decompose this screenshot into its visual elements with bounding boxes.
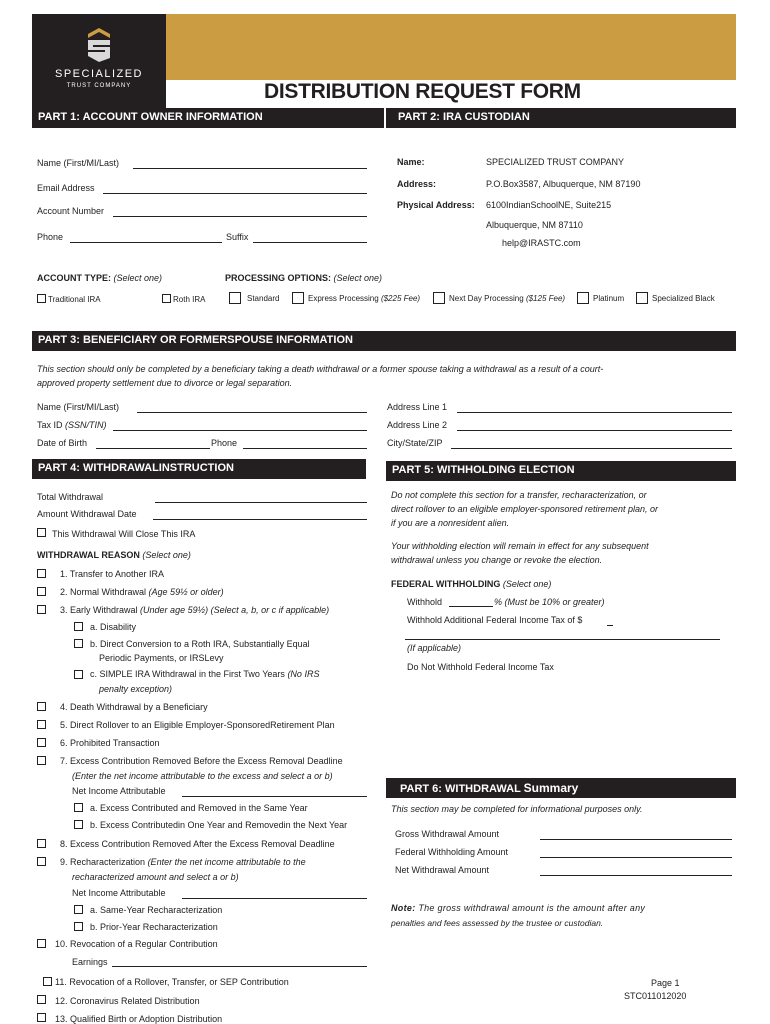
part5-note-line1: Do not complete this section for a transfer, recharacterization, or bbox=[391, 490, 647, 500]
express-label: Express Processing ($225 Fee) bbox=[308, 294, 421, 303]
header-band bbox=[166, 14, 736, 80]
part6-footnote-line2: penalties and fees assessed by the trustee or custodian. bbox=[391, 918, 604, 928]
part3-note-line1: This section should only be completed by a beneficiary taking a death withdrawal or a former spouse taking a withdrawal as a result of a court- bbox=[37, 364, 604, 374]
standard-checkbox[interactable] bbox=[229, 292, 241, 304]
reason-3b-label-line1: b. Direct Conversion to a Roth IRA, Substantially Equal bbox=[90, 639, 310, 649]
reason-9-label: 9. Recharacterization (Enter the net income attributable to the bbox=[60, 857, 306, 867]
reason-7-hint: (Enter the net income attributable to the excess and select a or b) bbox=[72, 771, 333, 781]
form-title: DISTRIBUTION REQUEST FORM bbox=[264, 80, 581, 103]
address-line1-label: Address Line 1 bbox=[387, 402, 448, 412]
express-checkbox[interactable] bbox=[292, 292, 304, 304]
processing-heading: PROCESSING OPTIONS: (Select one) bbox=[225, 273, 383, 283]
close-ira-label: This Withdrawal Will Close This IRA bbox=[52, 529, 196, 539]
logo bbox=[32, 14, 166, 116]
beneficiary-name-label: Name (First/MI/Last) bbox=[37, 402, 120, 412]
reason-3a-checkbox[interactable] bbox=[74, 622, 83, 631]
reason-5-checkbox[interactable] bbox=[37, 720, 46, 729]
reason-10-label: 10. Revocation of a Regular Contribution bbox=[55, 939, 218, 949]
withdrawal-date-field[interactable] bbox=[153, 519, 367, 520]
tax-id-field[interactable] bbox=[113, 430, 367, 431]
custodian-address-label: Address: bbox=[397, 179, 437, 189]
no-withhold-label: Do Not Withhold Federal Income Tax bbox=[407, 662, 554, 672]
custodian-name-value: SPECIALIZED TRUST COMPANY bbox=[486, 157, 625, 167]
part4-header: PART 4: WITHDRAWALINSTRUCTION bbox=[32, 459, 366, 479]
platinum-label: Platinum bbox=[593, 294, 625, 303]
reason-11-label: 11. Revocation of a Rollover, Transfer, or SEP Contribution bbox=[55, 977, 289, 987]
reason-8-label: 8. Excess Contribution Removed After the Excess Removal Deadline bbox=[60, 839, 335, 849]
physical-address-line2: Albuquerque, NM 87110 bbox=[486, 220, 583, 230]
reason-13-checkbox[interactable] bbox=[37, 1013, 46, 1022]
reason-7-net-field[interactable] bbox=[182, 796, 367, 797]
reason-7-net-label: Net Income Attributable bbox=[72, 786, 166, 796]
withdrawal-date-label: Amount Withdrawal Date bbox=[37, 509, 137, 519]
reason-3c-checkbox[interactable] bbox=[74, 670, 83, 679]
federal-amount-field[interactable] bbox=[540, 857, 732, 858]
if-applicable-hint: (If applicable) bbox=[407, 643, 462, 653]
part1-header: PART 1: ACCOUNT OWNER INFORMATION bbox=[32, 108, 384, 128]
address-line1-field[interactable] bbox=[457, 412, 732, 413]
reason-4-label: 4. Death Withdrawal by a Beneficiary bbox=[60, 702, 208, 712]
beneficiary-dob-field[interactable] bbox=[96, 448, 210, 449]
traditional-ira-checkbox[interactable] bbox=[37, 294, 46, 303]
owner-phone-field[interactable] bbox=[70, 242, 222, 243]
account-type-heading: ACCOUNT TYPE: (Select one) bbox=[37, 273, 163, 283]
additional-tax-line[interactable] bbox=[405, 639, 720, 640]
withhold-percent-hint: % (Must be 10% or greater) bbox=[494, 597, 605, 607]
reason-3-checkbox[interactable] bbox=[37, 605, 46, 614]
beneficiary-dob-label: Date of Birth bbox=[37, 438, 88, 448]
total-withdrawal-label: Total Withdrawal bbox=[37, 492, 104, 502]
custodian-name-label: Name: bbox=[397, 157, 425, 167]
page-number: Page 1 bbox=[651, 978, 680, 988]
owner-name-field[interactable] bbox=[133, 168, 367, 169]
address-line2-field[interactable] bbox=[457, 430, 732, 431]
reason-9a-checkbox[interactable] bbox=[74, 905, 83, 914]
reason-4-checkbox[interactable] bbox=[37, 702, 46, 711]
beneficiary-phone-field[interactable] bbox=[243, 448, 367, 449]
owner-phone-label: Phone bbox=[37, 232, 64, 242]
account-number-field[interactable] bbox=[113, 216, 367, 217]
physical-address-label: Physical Address: bbox=[397, 200, 475, 210]
city-state-zip-field[interactable] bbox=[451, 448, 732, 449]
part5-note-line5: withdrawal unless you change or revoke the election. bbox=[391, 555, 603, 565]
account-number-label: Account Number bbox=[37, 206, 105, 216]
reason-3c-hint: penalty exception) bbox=[99, 684, 173, 694]
physical-address-line1: 6100IndianSchoolNE, Suite215 bbox=[486, 200, 612, 210]
reason-9-net-label: Net Income Attributable bbox=[72, 888, 166, 898]
reason-3c-label: c. SIMPLE IRA Withdrawal in the First Two Years (No IRS bbox=[90, 669, 320, 679]
part5-header: PART 5: WITHHOLDING ELECTION bbox=[386, 461, 736, 481]
reason-9-checkbox[interactable] bbox=[37, 857, 46, 866]
logo-icon bbox=[88, 28, 110, 62]
owner-email-label: Email Address bbox=[37, 183, 95, 193]
reason-3-label: 3. Early Withdrawal (Under age 59½) (Select a, b, or c if applicable) bbox=[60, 605, 330, 615]
next-day-checkbox[interactable] bbox=[433, 292, 445, 304]
specialized-black-label: Specialized Black bbox=[652, 294, 715, 303]
reason-9-net-field[interactable] bbox=[182, 898, 367, 899]
part6-header: PART 6: WITHDRAWAL Summary bbox=[386, 778, 736, 798]
withhold-label: Withhold bbox=[407, 597, 443, 607]
additional-tax-label: Withhold Additional Federal Income Tax of $ bbox=[407, 615, 583, 625]
reason-6-label: 6. Prohibited Transaction bbox=[60, 738, 160, 748]
reason-2-checkbox[interactable] bbox=[37, 587, 46, 596]
part3-header: PART 3: BENEFICIARY OR FORMERSPOUSE INFORMATION bbox=[32, 331, 736, 351]
withdrawal-reason-heading: WITHDRAWAL REASON (Select one) bbox=[37, 550, 191, 560]
suffix-label: Suffix bbox=[226, 232, 249, 242]
reason-7b-label: b. Excess Contributedin One Year and Removedin the Next Year bbox=[90, 820, 348, 830]
platinum-checkbox[interactable] bbox=[577, 292, 589, 304]
reason-3a-label: a. Disability bbox=[90, 622, 137, 632]
logo-sub: TRUST COMPANY bbox=[66, 83, 132, 89]
gross-amount-label: Gross Withdrawal Amount bbox=[395, 829, 500, 839]
reason-2-label: 2. Normal Withdrawal (Age 59½ or older) bbox=[60, 587, 224, 597]
form-code: STC011012020 bbox=[624, 991, 687, 1001]
close-ira-checkbox[interactable] bbox=[37, 528, 46, 537]
reason-9a-label: a. Same-Year Recharacterization bbox=[90, 905, 223, 915]
reason-3b-checkbox[interactable] bbox=[74, 639, 83, 648]
owner-email-field[interactable] bbox=[103, 193, 367, 194]
reason-1-checkbox[interactable] bbox=[37, 569, 46, 578]
part2-header: PART 2: IRA CUSTODIAN bbox=[386, 108, 736, 128]
federal-withholding-heading: FEDERAL WITHHOLDING (Select one) bbox=[391, 579, 552, 589]
reason-12-label: 12. Coronavirus Related Distribution bbox=[55, 996, 200, 1006]
reason-11-checkbox[interactable] bbox=[43, 977, 52, 986]
reason-9-hint: recharacterized amount and select a or b) bbox=[72, 872, 239, 882]
reason-5-label: 5. Direct Rollover to an Eligible Employer-SponsoredRetirement Plan bbox=[60, 720, 335, 730]
reason-7-label: 7. Excess Contribution Removed Before the Excess Removal Deadline bbox=[60, 756, 343, 766]
reason-10-earnings-field[interactable] bbox=[112, 966, 367, 967]
logo-name: SPECIALIZED bbox=[54, 68, 144, 80]
reason-9b-label: b. Prior-Year Recharacterization bbox=[90, 922, 218, 932]
roth-ira-checkbox[interactable] bbox=[162, 294, 171, 303]
custodian-email[interactable]: help@IRASTC.com bbox=[502, 238, 581, 248]
reason-13-label: 13. Qualified Birth or Adoption Distribution bbox=[55, 1014, 223, 1024]
additional-tax-field[interactable] bbox=[607, 625, 613, 626]
tax-id-label: Tax ID (SSN/TIN) bbox=[37, 420, 107, 430]
gross-amount-field[interactable] bbox=[540, 839, 732, 840]
address-line2-label: Address Line 2 bbox=[387, 420, 448, 430]
part5-note-line4: Your withholding election will remain in effect for any subsequent bbox=[391, 541, 649, 551]
reason-12-checkbox[interactable] bbox=[37, 995, 46, 1004]
withhold-percent-field[interactable] bbox=[449, 606, 493, 607]
total-withdrawal-field[interactable] bbox=[155, 502, 367, 503]
custodian-address-value: P.O.Box3587, Albuquerque, NM 87190 bbox=[486, 179, 641, 189]
beneficiary-name-field[interactable] bbox=[137, 412, 367, 413]
standard-label: Standard bbox=[247, 294, 280, 303]
beneficiary-phone-label: Phone bbox=[211, 438, 238, 448]
reason-7-checkbox[interactable] bbox=[37, 756, 46, 765]
part6-footnote-line1: Note: The gross withdrawal amount is the amount after any bbox=[391, 903, 646, 913]
owner-name-label: Name (First/MI/Last) bbox=[37, 158, 120, 168]
traditional-ira-label: Traditional IRA bbox=[48, 295, 101, 304]
net-amount-label: Net Withdrawal Amount bbox=[395, 865, 490, 875]
suffix-field[interactable] bbox=[253, 242, 367, 243]
reason-1-label: 1. Transfer to Another IRA bbox=[60, 569, 165, 579]
part5-note-line2: direct rollover to an eligible employer-sponsored retirement plan, or bbox=[391, 504, 658, 514]
part6-note: This section may be completed for informational purposes only. bbox=[391, 804, 643, 814]
reason-8-checkbox[interactable] bbox=[37, 839, 46, 848]
reason-10-earnings-label: Earnings bbox=[72, 957, 108, 967]
city-state-zip-label: City/State/ZIP bbox=[387, 438, 443, 448]
part3-note-line2: approved property settlement due to divorce or legal separation. bbox=[37, 378, 293, 388]
reason-6-checkbox[interactable] bbox=[37, 738, 46, 747]
reason-10-checkbox[interactable] bbox=[37, 939, 46, 948]
next-day-label: Next Day Processing ($125 Fee) bbox=[449, 294, 566, 303]
net-amount-field[interactable] bbox=[540, 875, 732, 876]
roth-ira-label: Roth IRA bbox=[173, 295, 206, 304]
reason-7a-label: a. Excess Contributed and Removed in the Same Year bbox=[90, 803, 308, 813]
federal-amount-label: Federal Withholding Amount bbox=[395, 847, 509, 857]
reason-3b-label-line2: Periodic Payments, or IRSLevy bbox=[99, 653, 224, 663]
part5-note-line3: if you are a nonresident alien. bbox=[391, 518, 510, 528]
reason-7a-checkbox[interactable] bbox=[74, 803, 83, 812]
specialized-black-checkbox[interactable] bbox=[636, 292, 648, 304]
reason-9b-checkbox[interactable] bbox=[74, 922, 83, 931]
reason-7b-checkbox[interactable] bbox=[74, 820, 83, 829]
